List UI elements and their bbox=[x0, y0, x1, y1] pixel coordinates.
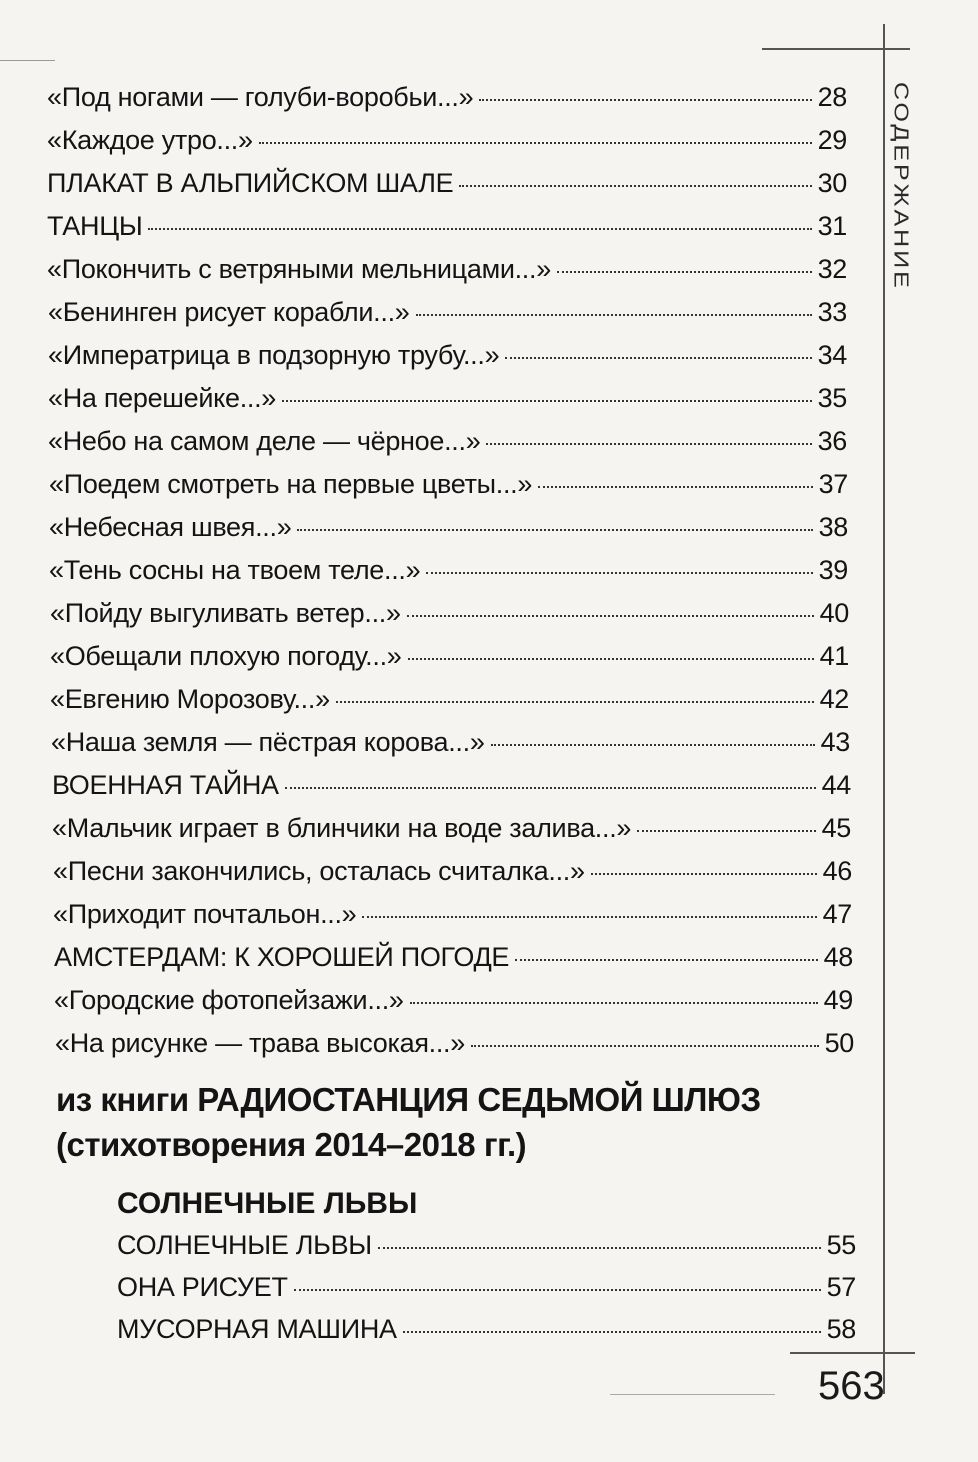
toc-entry[interactable] bbox=[54, 981, 853, 1019]
toc-entry-page: 36 bbox=[817, 426, 847, 456]
toc-entry[interactable] bbox=[50, 594, 849, 632]
leader-dots bbox=[426, 572, 812, 574]
leader-dots bbox=[148, 228, 811, 230]
toc-entry-page: 46 bbox=[822, 856, 852, 886]
toc-entry-title: МУСОРНАЯ МАШИНА bbox=[117, 1314, 397, 1344]
toc-entry-page: 45 bbox=[821, 813, 851, 843]
toc-entry-title: «Небо на самом деле — чёрное...» bbox=[48, 426, 481, 456]
vertical-rule bbox=[883, 24, 885, 1394]
leader-dots bbox=[591, 873, 817, 875]
toc-entry[interactable] bbox=[54, 938, 853, 976]
bottom-rule bbox=[790, 1352, 915, 1354]
toc-entry-page: 30 bbox=[817, 168, 847, 198]
toc-entry-title: «Под ногами — голуби-воробьи...» bbox=[47, 82, 474, 112]
toc-entry-title: «Покончить с ветряными мельницами...» bbox=[47, 254, 551, 284]
toc-entry-page: 31 bbox=[817, 211, 847, 241]
leader-dots bbox=[403, 1331, 821, 1333]
toc-entry-title: «Наша земля — пёстрая корова...» bbox=[51, 727, 485, 757]
toc-subentry[interactable] bbox=[117, 1226, 856, 1264]
toc-entry[interactable] bbox=[49, 551, 848, 589]
toc-entry-page: 41 bbox=[819, 641, 849, 671]
toc-entry-title: «На рисунке — трава высокая...» bbox=[55, 1028, 465, 1058]
leader-dots bbox=[515, 959, 817, 961]
toc-entry[interactable] bbox=[49, 465, 848, 503]
leader-dots bbox=[336, 701, 814, 703]
toc-entry[interactable] bbox=[50, 680, 849, 718]
toc-entry-page: 55 bbox=[826, 1230, 856, 1260]
toc-entry-page: 50 bbox=[824, 1028, 854, 1058]
toc-entry-page: 33 bbox=[817, 297, 847, 327]
toc-entry-title: ТАНЦЫ bbox=[47, 211, 143, 241]
leader-dots bbox=[282, 400, 812, 402]
toc-entry[interactable] bbox=[47, 78, 847, 116]
toc-entry[interactable] bbox=[53, 895, 852, 933]
toc-entry-title: «Каждое утро...» bbox=[47, 125, 253, 155]
toc-entry-page: 29 bbox=[817, 125, 847, 155]
toc-entry-title: «Поедем смотреть на первые цветы...» bbox=[49, 469, 533, 499]
toc-entry-page: 28 bbox=[817, 82, 847, 112]
toc-entry-title: «Песни закончились, осталась считалка...» bbox=[53, 856, 585, 886]
toc-entry-title: «Мальчик играет в блинчики на воде залива...» bbox=[52, 813, 632, 843]
toc-entry-title: ОНА РИСУЕТ bbox=[117, 1272, 288, 1302]
top-rule bbox=[762, 48, 910, 50]
corner-mark bbox=[0, 60, 55, 61]
toc-entry-title: ПЛАКАТ В АЛЬПИЙСКОМ ШАЛЕ bbox=[47, 168, 454, 198]
toc-entry-page: 58 bbox=[826, 1314, 856, 1344]
running-head-vertical: СОДЕРЖАНИЕ bbox=[889, 82, 913, 291]
leader-dots bbox=[471, 1045, 819, 1047]
toc-subentry[interactable] bbox=[117, 1268, 856, 1306]
toc-entry-page: 49 bbox=[823, 985, 853, 1015]
toc-entry-page: 57 bbox=[826, 1272, 856, 1302]
toc-entry-title: АМСТЕРДАМ: К ХОРОШЕЙ ПОГОДЕ bbox=[54, 942, 510, 972]
leader-dots bbox=[259, 142, 812, 144]
toc-entry-title: «Евгению Морозову...» bbox=[50, 684, 330, 714]
leader-dots bbox=[408, 658, 814, 660]
section-subheading: (стихотворения 2014–2018 гг.) bbox=[56, 1126, 527, 1163]
section-heading: из книги РАДИОСТАНЦИЯ СЕДЬМОЙ ШЛЮЗ bbox=[56, 1081, 761, 1118]
page-number: 563 bbox=[818, 1364, 885, 1408]
toc-entry-page: 44 bbox=[821, 770, 851, 800]
toc-entry[interactable] bbox=[51, 723, 850, 761]
leader-dots bbox=[491, 744, 815, 746]
toc-entry-title: «Городские фотопейзажи...» bbox=[54, 985, 404, 1015]
toc-entry[interactable] bbox=[53, 852, 852, 890]
toc-entry-page: 47 bbox=[822, 899, 852, 929]
toc-entry-page: 40 bbox=[819, 598, 849, 628]
toc-entry-page: 42 bbox=[819, 684, 849, 714]
toc-entry-title: «Императрица в подзорную трубу...» bbox=[48, 340, 500, 370]
toc-entry-title: «Небесная швея...» bbox=[49, 512, 292, 542]
leader-dots bbox=[294, 1289, 821, 1291]
leader-dots bbox=[486, 443, 811, 445]
toc-entry-page: 39 bbox=[818, 555, 848, 585]
toc-entry[interactable] bbox=[48, 379, 847, 417]
toc-entry[interactable] bbox=[55, 1024, 854, 1062]
toc-entry[interactable] bbox=[49, 508, 848, 546]
toc-entry-page: 37 bbox=[818, 469, 848, 499]
toc-subentry[interactable] bbox=[117, 1310, 856, 1348]
leader-dots bbox=[637, 830, 815, 832]
toc-entry[interactable] bbox=[47, 121, 847, 159]
toc-entry-title: СОЛНЕЧНЫЕ ЛЬВЫ bbox=[117, 1230, 372, 1260]
leader-dots bbox=[407, 615, 814, 617]
leader-dots bbox=[285, 787, 816, 789]
toc-entry-page: 35 bbox=[817, 383, 847, 413]
toc-entry-page: 32 bbox=[817, 254, 847, 284]
toc-entry-title: «Пойду выгуливать ветер...» bbox=[50, 598, 401, 628]
toc-entry-page: 34 bbox=[817, 340, 847, 370]
leader-dots bbox=[410, 1002, 818, 1004]
toc-entry-title: «Приходит почтальон...» bbox=[53, 899, 357, 929]
toc-entry[interactable] bbox=[47, 207, 847, 245]
toc-entry-page: 43 bbox=[820, 727, 850, 757]
leader-dots bbox=[416, 314, 812, 316]
toc-entry-title: «Обещали плохую погоду...» bbox=[50, 641, 402, 671]
toc-entry[interactable] bbox=[47, 164, 847, 202]
leader-dots bbox=[378, 1247, 821, 1249]
leader-dots bbox=[538, 486, 812, 488]
leader-dots bbox=[297, 529, 812, 531]
bottom-mark bbox=[610, 1394, 775, 1395]
toc-entry-title: «На перешейке...» bbox=[48, 383, 277, 413]
leader-dots bbox=[505, 357, 811, 359]
leader-dots bbox=[459, 185, 811, 187]
leader-dots bbox=[479, 99, 811, 101]
toc-entry[interactable] bbox=[48, 293, 847, 331]
toc-entry-title: «Бенинген рисует корабли...» bbox=[48, 297, 410, 327]
toc-entry-title: «Тень сосны на твоем теле...» bbox=[49, 555, 421, 585]
toc-entry-page: 48 bbox=[823, 942, 853, 972]
toc-entry-page: 38 bbox=[818, 512, 848, 542]
toc-entry[interactable] bbox=[50, 637, 849, 675]
subsection-heading: СОЛНЕЧНЫЕ ЛЬВЫ bbox=[117, 1187, 418, 1220]
toc-entry[interactable] bbox=[52, 809, 851, 847]
toc-entry[interactable] bbox=[52, 766, 851, 804]
toc-entry[interactable] bbox=[48, 422, 847, 460]
toc-entry[interactable] bbox=[48, 336, 847, 374]
toc-entry-title: ВОЕННАЯ ТАЙНА bbox=[52, 770, 279, 800]
leader-dots bbox=[557, 271, 812, 273]
leader-dots bbox=[362, 916, 816, 918]
toc-entry[interactable] bbox=[47, 250, 847, 288]
